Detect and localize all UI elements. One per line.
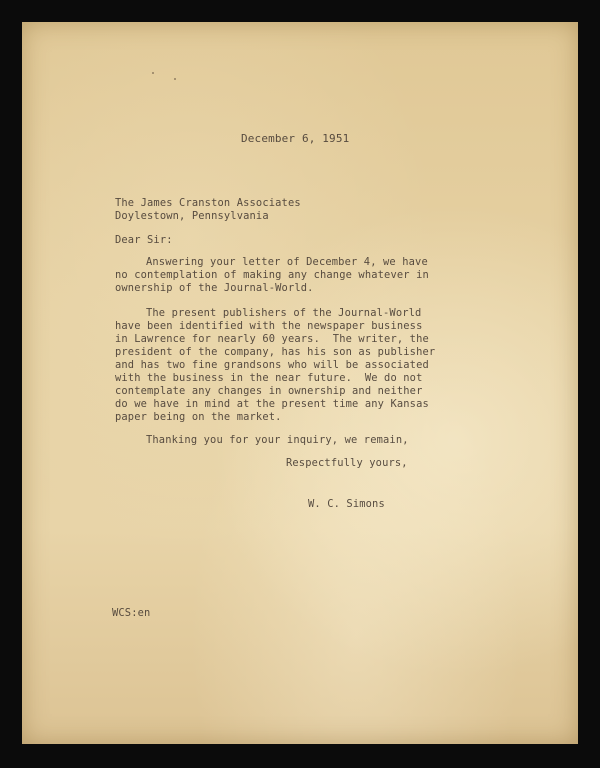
paragraph-2-line: The present publishers of the Journal-World — [146, 307, 422, 319]
paragraph-1-line: no contemplation of making any change whatever in — [115, 269, 429, 281]
paragraph-2-line: in Lawrence for nearly 60 years. The writer, the — [115, 333, 429, 345]
paragraph-2-line: have been identified with the newspaper business — [115, 320, 423, 332]
recipient-name: The James Cranston Associates — [115, 197, 301, 209]
signature-name: W. C. Simons — [308, 498, 385, 510]
paragraph-1-line: ownership of the Journal-World. — [115, 282, 314, 294]
paper-speck — [174, 78, 176, 80]
letter-page — [22, 22, 578, 744]
complimentary-close: Respectfully yours, — [286, 457, 408, 469]
paragraph-1-line: Answering your letter of December 4, we have — [146, 256, 428, 268]
recipient-location: Doylestown, Pennsylvania — [115, 210, 269, 222]
paragraph-2-line: with the business in the near future. We do not — [115, 372, 423, 384]
paragraph-2-line: president of the company, has his son as publisher — [115, 346, 436, 358]
paragraph-2-line: paper being on the market. — [115, 411, 282, 423]
paragraph-2-line: contemplate any changes in ownership and neither — [115, 385, 423, 397]
paper-speck — [152, 72, 154, 74]
reference-initials: WCS:en — [112, 607, 151, 619]
paragraph-2-line: do we have in mind at the present time any Kansas — [115, 398, 429, 410]
salutation: Dear Sir: — [115, 234, 173, 246]
paragraph-3: Thanking you for your inquiry, we remain, — [146, 434, 409, 446]
letter-date: December 6, 1951 — [241, 132, 350, 145]
paragraph-2-line: and has two fine grandsons who will be associated — [115, 359, 429, 371]
